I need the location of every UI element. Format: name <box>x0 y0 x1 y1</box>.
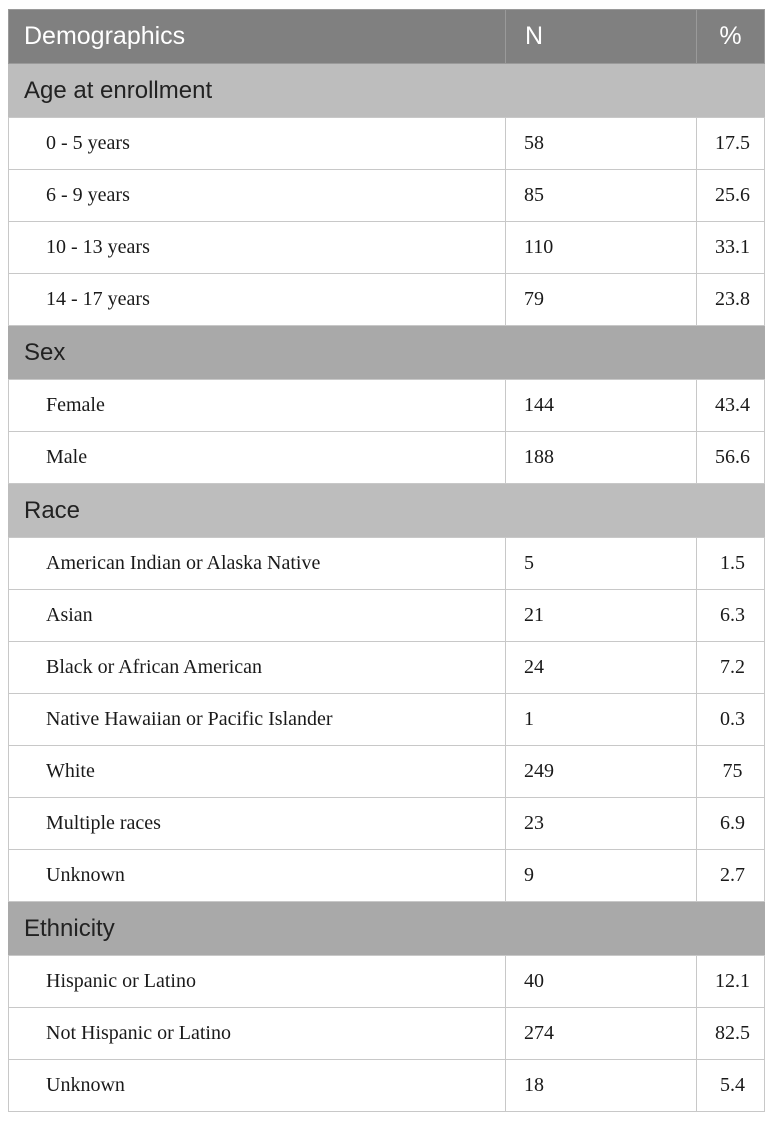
row-label: Native Hawaiian or Pacific Islander <box>9 694 506 746</box>
row-n: 85 <box>506 170 697 222</box>
table-row <box>9 222 765 274</box>
row-label: American Indian or Alaska Native <box>9 538 506 590</box>
table-row <box>9 746 765 798</box>
table-row <box>9 956 765 1008</box>
row-n: 110 <box>506 222 697 274</box>
header-demographics: Demographics <box>9 10 506 64</box>
row-label: Unknown <box>9 1060 506 1112</box>
header-n: N <box>506 10 697 64</box>
row-percent: 33.1 <box>697 222 765 274</box>
row-percent: 0.3 <box>697 694 765 746</box>
row-percent: 12.1 <box>697 956 765 1008</box>
row-label: White <box>9 746 506 798</box>
row-percent: 82.5 <box>697 1008 765 1060</box>
row-percent: 6.3 <box>697 590 765 642</box>
section-title: Ethnicity <box>9 902 765 956</box>
section-title: Age at enrollment <box>9 64 765 118</box>
row-label: 0 - 5 years <box>9 118 506 170</box>
row-label: Male <box>9 432 506 484</box>
table-row <box>9 1060 765 1112</box>
row-label: 14 - 17 years <box>9 274 506 326</box>
row-percent: 5.4 <box>697 1060 765 1112</box>
section-row-age <box>9 64 765 118</box>
row-percent: 1.5 <box>697 538 765 590</box>
row-label: Unknown <box>9 850 506 902</box>
row-n: 5 <box>506 538 697 590</box>
header-row <box>9 10 765 64</box>
section-row-race <box>9 484 765 538</box>
table-row <box>9 642 765 694</box>
row-percent: 56.6 <box>697 432 765 484</box>
table-row <box>9 274 765 326</box>
section-title: Sex <box>9 326 765 380</box>
row-n: 23 <box>506 798 697 850</box>
row-n: 9 <box>506 850 697 902</box>
row-label: Not Hispanic or Latino <box>9 1008 506 1060</box>
row-percent: 25.6 <box>697 170 765 222</box>
row-label: Black or African American <box>9 642 506 694</box>
table-row <box>9 590 765 642</box>
row-label: Asian <box>9 590 506 642</box>
row-label: Female <box>9 380 506 432</box>
demographics-table-container <box>8 9 764 1112</box>
section-title: Race <box>9 484 765 538</box>
row-label: Hispanic or Latino <box>9 956 506 1008</box>
row-n: 58 <box>506 118 697 170</box>
table-row <box>9 170 765 222</box>
header-percent: % <box>697 10 765 64</box>
row-label: Multiple races <box>9 798 506 850</box>
demographics-table <box>8 9 765 1112</box>
row-percent: 75 <box>697 746 765 798</box>
row-label: 10 - 13 years <box>9 222 506 274</box>
table-row <box>9 798 765 850</box>
row-percent: 23.8 <box>697 274 765 326</box>
table-row <box>9 1008 765 1060</box>
section-row-ethnicity <box>9 902 765 956</box>
row-n: 21 <box>506 590 697 642</box>
table-row <box>9 694 765 746</box>
row-percent: 43.4 <box>697 380 765 432</box>
row-n: 40 <box>506 956 697 1008</box>
table-row <box>9 118 765 170</box>
row-n: 144 <box>506 380 697 432</box>
row-label: 6 - 9 years <box>9 170 506 222</box>
row-percent: 17.5 <box>697 118 765 170</box>
row-n: 1 <box>506 694 697 746</box>
row-n: 249 <box>506 746 697 798</box>
row-percent: 2.7 <box>697 850 765 902</box>
row-n: 188 <box>506 432 697 484</box>
table-row <box>9 850 765 902</box>
table-row <box>9 380 765 432</box>
row-percent: 6.9 <box>697 798 765 850</box>
table-row <box>9 538 765 590</box>
row-n: 24 <box>506 642 697 694</box>
row-n: 18 <box>506 1060 697 1112</box>
section-row-sex <box>9 326 765 380</box>
row-n: 274 <box>506 1008 697 1060</box>
row-n: 79 <box>506 274 697 326</box>
table-row <box>9 432 765 484</box>
row-percent: 7.2 <box>697 642 765 694</box>
